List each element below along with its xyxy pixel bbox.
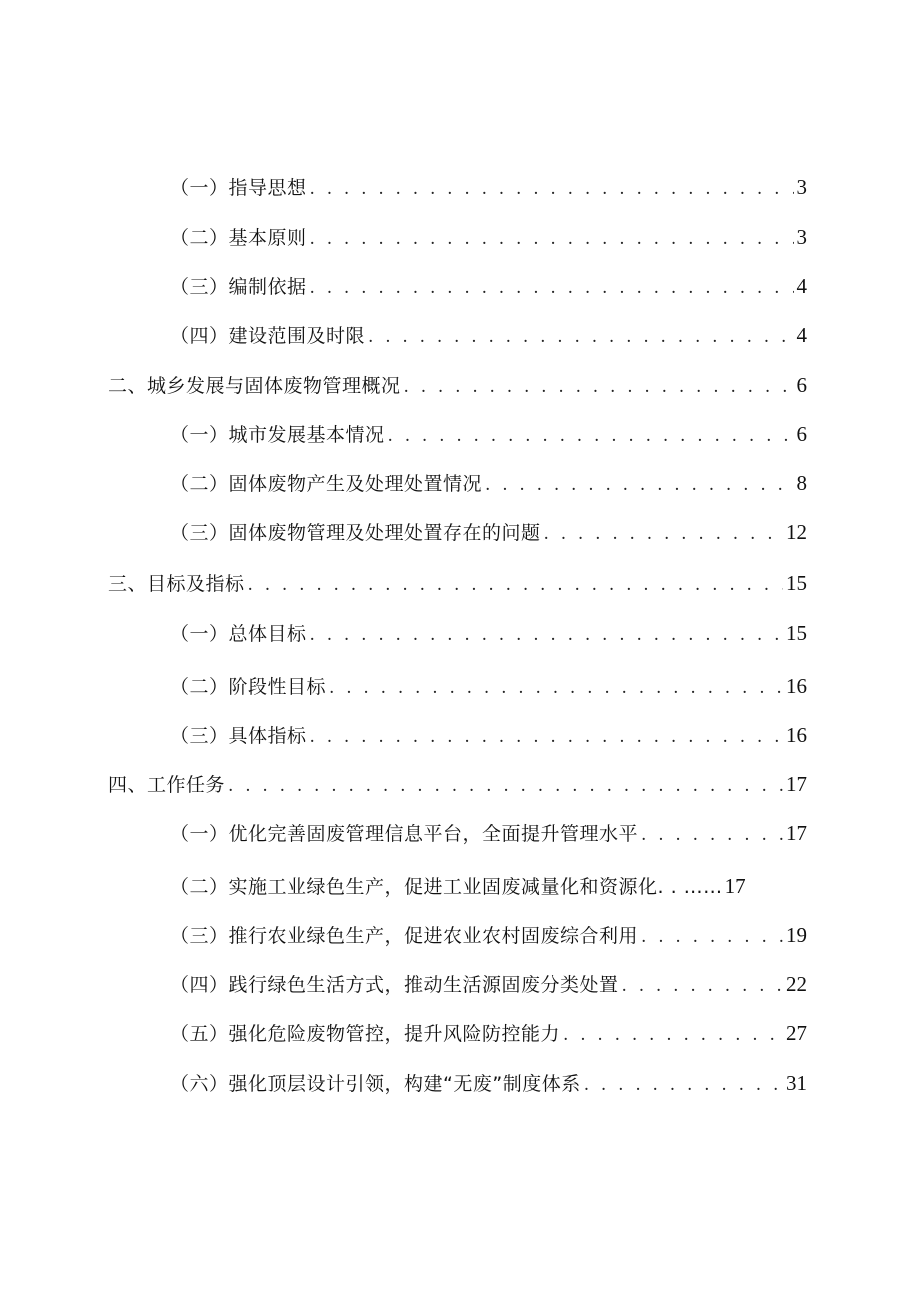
toc-dot-leader	[563, 1020, 783, 1050]
toc-entry-page: 17	[786, 821, 807, 845]
toc-dot-leader	[228, 771, 783, 801]
toc-entry	[108, 769, 807, 799]
toc-dot-leader	[544, 519, 783, 549]
toc-entry	[170, 969, 807, 999]
toc-entry-page: 3	[796, 175, 807, 199]
toc-entry	[170, 618, 807, 648]
toc-dot-leader	[404, 372, 794, 402]
toc-entry	[170, 468, 807, 498]
toc-entry-page: 16	[786, 723, 807, 747]
toc-entry-page: 12	[786, 520, 807, 544]
toc-dot-leader	[310, 174, 794, 204]
toc-entry-page: 3	[796, 225, 807, 249]
toc-entry-page: 16	[786, 674, 807, 698]
toc-dot-leader	[641, 922, 783, 952]
toc-entry	[170, 1068, 807, 1098]
toc-entry-page: 27	[786, 1021, 807, 1045]
toc-dot-leader	[248, 570, 783, 600]
toc-entry-page: 6	[796, 373, 807, 397]
toc-dot-leader	[641, 820, 783, 850]
toc-entry-title: （二）实施工业绿色生产，促进工业固废减量化和资源化. . ……	[170, 876, 723, 898]
toc-entry	[170, 720, 807, 750]
toc-entry-title: （一）优化完善固废管理信息平台，全面提升管理水平	[170, 823, 639, 845]
toc-entry-page: 4	[796, 274, 807, 298]
toc-entry-title: （一）总体目标	[170, 623, 307, 645]
toc-entry	[170, 419, 807, 449]
toc-entry-title: （三）固体废物管理及处理处置存在的问题	[170, 522, 541, 544]
toc-entry-page: 17	[724, 874, 746, 898]
toc-entry-title: 四、工作任务	[108, 774, 226, 796]
toc-entry-page: 22	[786, 972, 807, 996]
toc-dot-leader	[310, 722, 783, 752]
toc-dot-leader	[584, 1070, 783, 1100]
toc-entry-page: 31	[786, 1071, 807, 1095]
toc-entry	[170, 871, 807, 901]
toc-entry-title: 二、城乡发展与固体废物管理概况	[108, 375, 401, 397]
toc-entry-page: 19	[786, 923, 807, 947]
toc-entry-title: （一）指导思想	[170, 177, 307, 199]
toc-entry-title: （一）城市发展基本情况	[170, 424, 385, 446]
toc-entry-page: 8	[796, 471, 807, 495]
toc-dot-leader	[310, 273, 794, 303]
toc-entry	[170, 1018, 807, 1048]
toc-entry-page: 15	[786, 571, 807, 595]
toc-entry	[170, 222, 807, 252]
toc-entry	[108, 568, 807, 598]
toc-dot-leader	[622, 971, 783, 1001]
toc-entry-title: （二）固体废物产生及处理处置情况	[170, 473, 483, 495]
toc-entry-title: （二）阶段性目标	[170, 676, 327, 698]
toc-entry	[170, 320, 807, 350]
toc-entry-page: 17	[786, 772, 807, 796]
toc-entry-title: （三）编制依据	[170, 276, 307, 298]
toc-entry-title: （二）基本原则	[170, 227, 307, 249]
toc-entry	[170, 671, 807, 701]
toc-entry-title: （五）强化危险废物管控，提升风险防控能力	[170, 1023, 561, 1045]
toc-entry-title: （六）强化顶层设计引领，构建“无废”制度体系	[170, 1073, 581, 1095]
toc-entry-title: （四）践行绿色生活方式，推动生活源固废分类处置	[170, 974, 619, 996]
toc-entry	[170, 271, 807, 301]
toc-entry	[170, 818, 807, 848]
toc-dot-leader	[485, 470, 793, 500]
toc-entry	[170, 172, 807, 202]
toc-entry-page: 6	[796, 422, 807, 446]
toc-dot-leader	[388, 421, 794, 451]
toc-entry-page: 15	[786, 621, 807, 645]
toc-entry-title: （三）推行农业绿色生产，促进农业农村固废综合利用	[170, 925, 639, 947]
toc-dot-leader	[368, 322, 793, 352]
toc-entry	[170, 920, 807, 950]
toc-entry-title: （四）建设范围及时限	[170, 325, 366, 347]
toc-entry	[108, 370, 807, 400]
toc-dot-leader	[310, 224, 794, 254]
toc-dot-leader	[310, 620, 783, 650]
toc-entry-page: 4	[796, 323, 807, 347]
toc-entry-title: （三）具体指标	[170, 725, 307, 747]
toc-entry	[170, 517, 807, 547]
toc-dot-leader	[329, 673, 783, 703]
toc-entry-title: 三、目标及指标	[108, 573, 245, 595]
